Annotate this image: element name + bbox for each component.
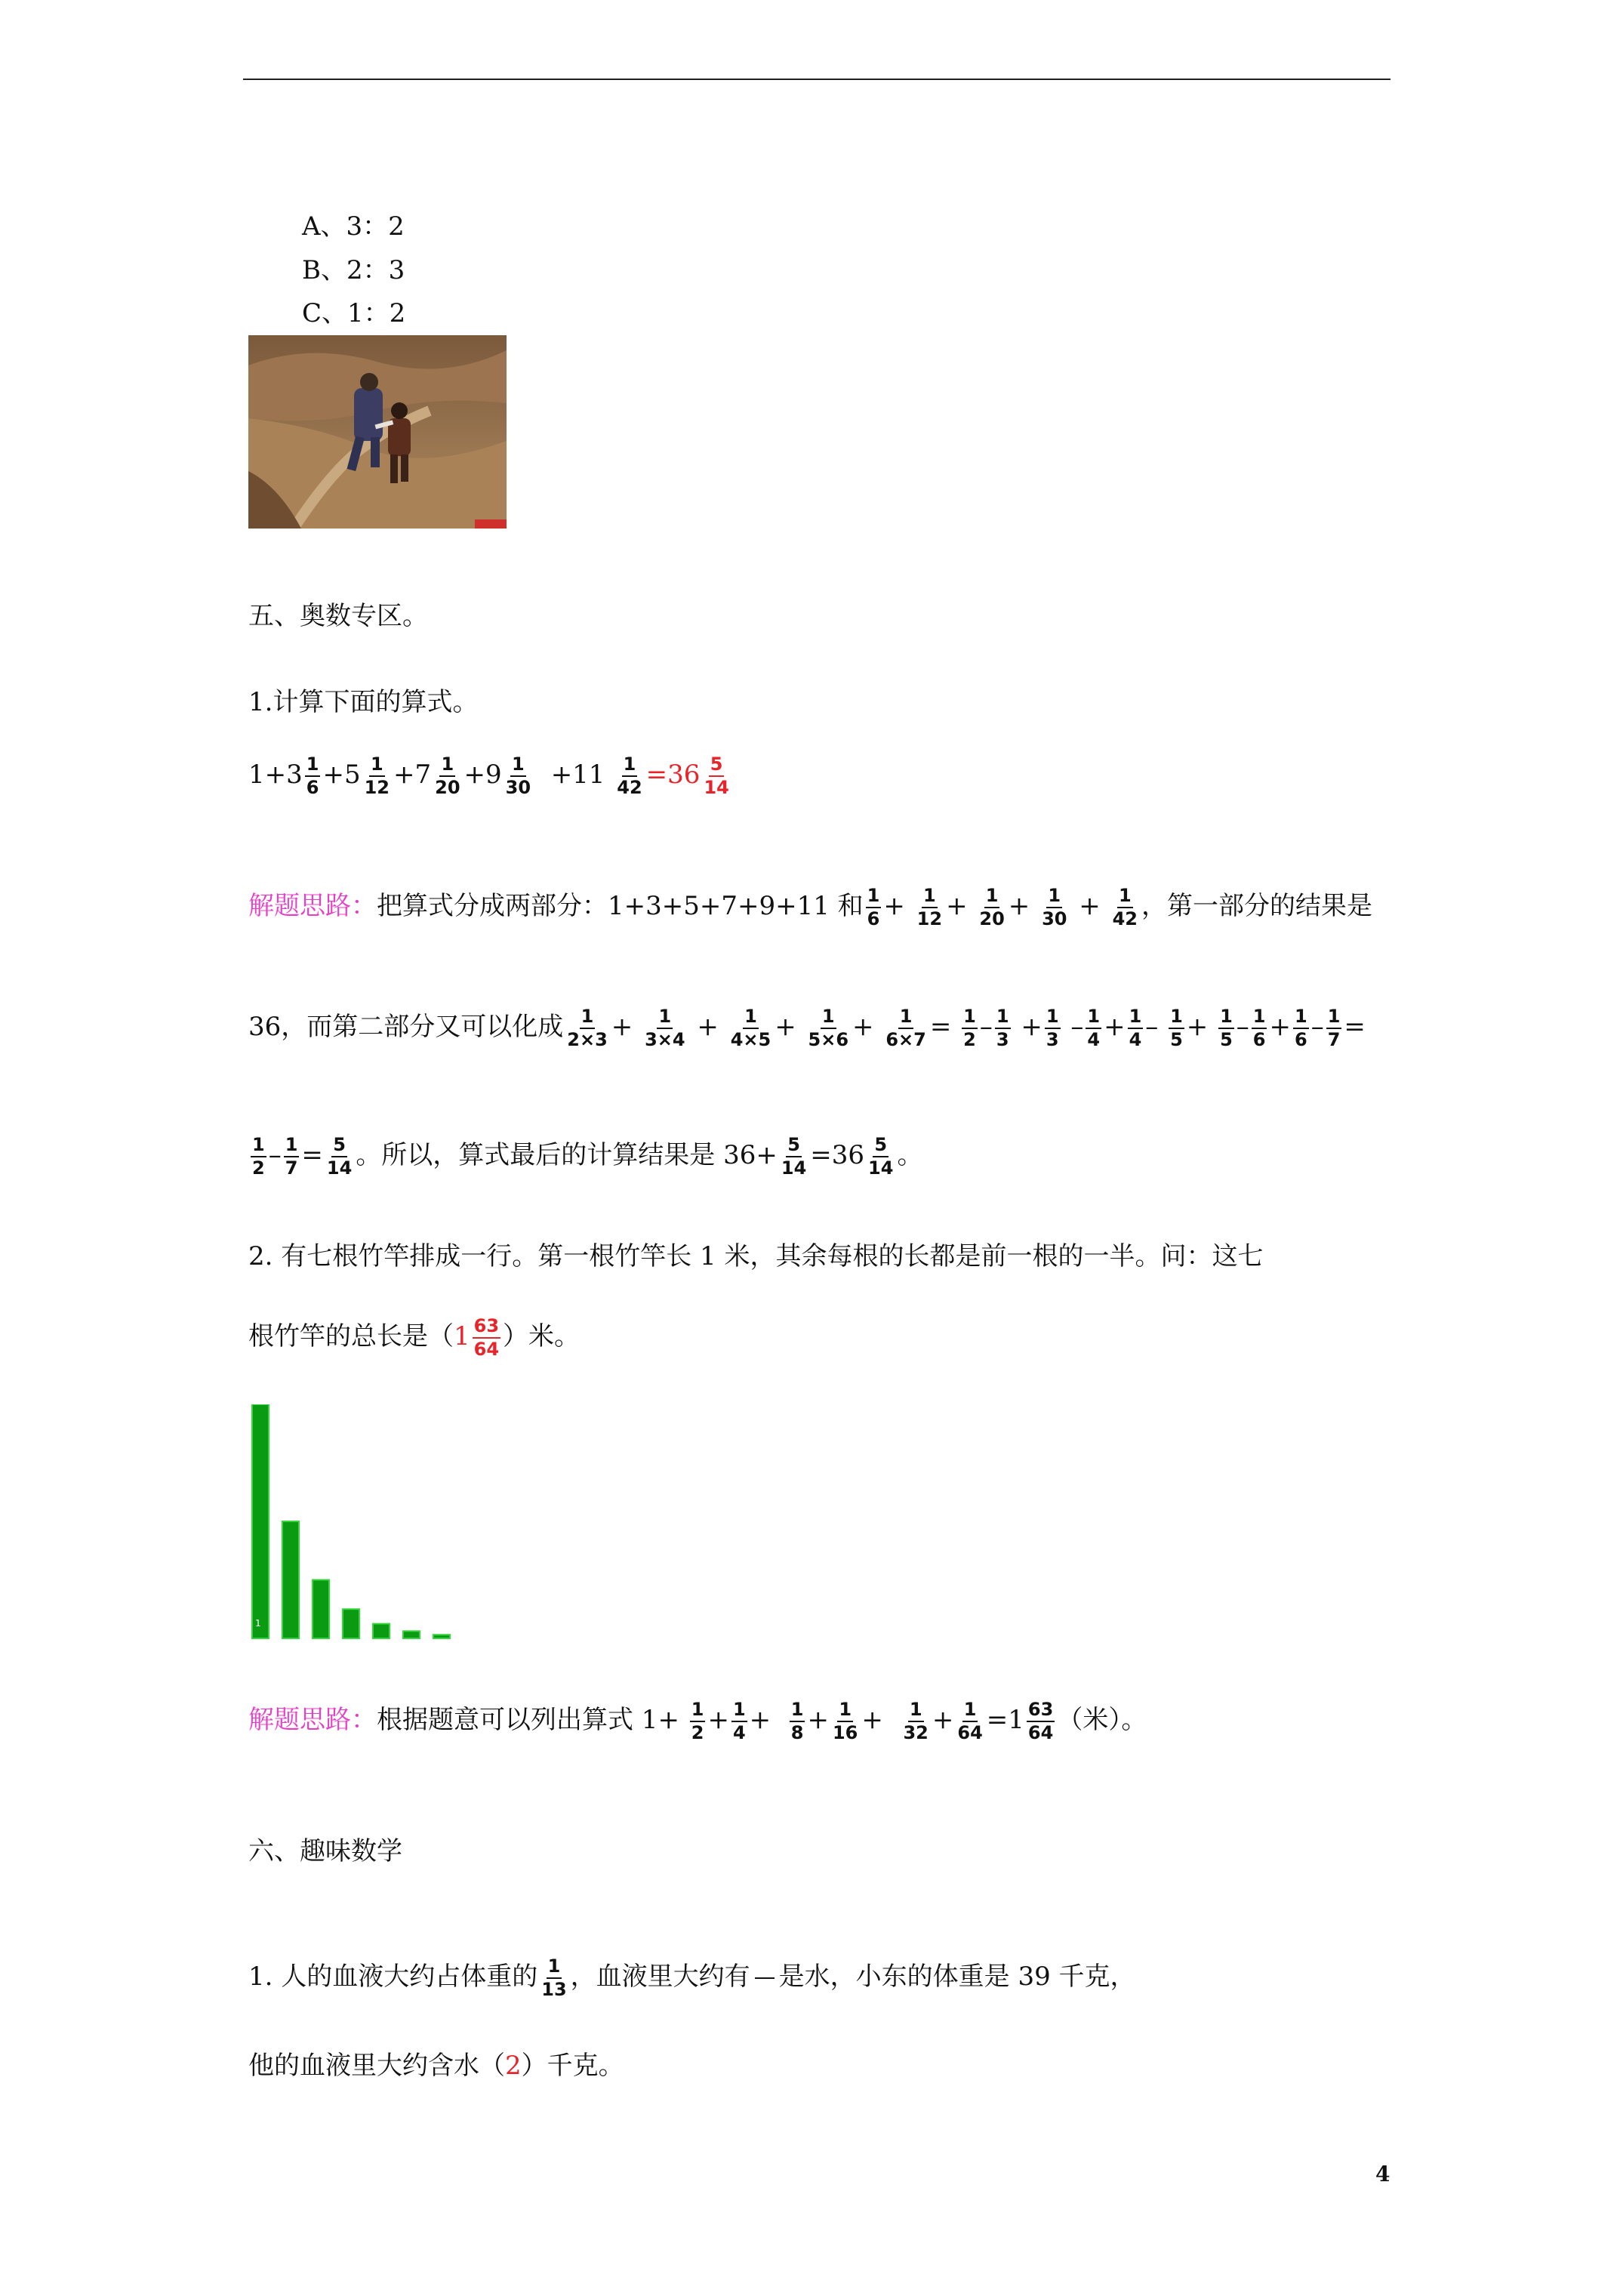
fraction: $\frac{1}{12}$ (364, 754, 390, 799)
q1-solution-line3: $\frac{1}{2}$ – $\frac{1}{7}$ = $\frac{5}{14}$ 。所以，算式最后的计算结果是 36+ $\frac{5}{14}$ =36 $\frac{5}{14}$ 。 (252, 1133, 923, 1179)
bar-5 (373, 1624, 390, 1638)
option-a: A、3：2 (302, 211, 405, 242)
section5-heading: 五、奥数专区。 (248, 601, 428, 631)
q1-solution-line1: 解题思路：把算式分成两部分：1+3+5+7+9+11 和 $\frac{1}{6}$ + $\frac{1}{12}$ + $\frac{1}{20}$ + $\frac{1}{30}$ + $\frac{1}{42}$ ，第一部分的结果是 (248, 884, 1372, 929)
q2-text-line2: 根竹竿的总长是（1 $\frac{63}{64}$ ）米。 (248, 1314, 581, 1360)
q2-answer: 1 (454, 1321, 470, 1351)
q2-solution: 解题思路：根据题意可以列出算式 1+ $\frac{1}{2}$ + $\frac{1}{4}$ + $\frac{1}{8}$ + $\frac{1}{16}$ + $\frac{1}{32}$ + $\frac{1}{64}$ =1 $\frac{63}{64}$ （米）。 (248, 1698, 1147, 1743)
q1-expression: 1+3 $\frac{1}{6}$ +5 $\frac{1}{12}$ +7 $\frac{1}{20}$ +9 $\frac{1}{30}$ +11 $\frac{1}{42}$ =36 $\frac{5}{14}$ (248, 754, 729, 799)
q2-text-line1: 2. 有七根竹竿排成一行。第一根竹竿长 1 米，其余每根的长都是前一根的一半。问：这七 (248, 1241, 1264, 1271)
section6-heading: 六、趣味数学 (248, 1836, 402, 1866)
hillside-photo (248, 335, 507, 529)
s6-q1-line2: 他的血液里大约含水（2）千克。 (248, 2051, 624, 2081)
page-number: 4 (1375, 2162, 1390, 2187)
bamboo-length-chart (249, 1404, 460, 1646)
solution-label: 解题思路： (248, 1705, 377, 1735)
fraction: $\frac{1}{20}$ (435, 754, 460, 799)
s6-q1-line1: 1. 人的血液大约占体重的 $\frac{1}{13}$ ，血液里大约有 是水，小东的体重是 39 千克， (248, 1955, 1136, 2000)
solution-label: 解题思路： (248, 891, 377, 921)
bar-7 (433, 1635, 450, 1638)
q1-solution-line2: 36，而第二部分又可以化成 $\frac{1}{2\times 3}$ + $\frac{1}{3\times 4}$ + $\frac{1}{4\times 5}$ + $\frac{1}{5\times 6}$ + $\frac{1}{6\times 7}$ = $\frac{1}{2}$ – $\frac{1}{3}$ + $\frac{1}{3}$ – $\frac{1}{4}$ + $\frac{1}{4}$ – $\frac{1}{5}$ + $\frac{1}{5}$ – $\frac{1}{6}$ + $\frac{1}{6}$ – $\frac{1}{7}$ = (248, 1005, 1366, 1050)
bar-2 (282, 1521, 299, 1638)
fraction: $\frac{1}{6}$ (306, 754, 319, 799)
q1-answer-fraction: $\frac{5}{14}$ (704, 754, 729, 799)
q2-answer-fraction: $\frac{63}{64}$ (473, 1314, 500, 1360)
option-b: B、2：3 (302, 255, 405, 285)
q1-answer: =36 (645, 760, 701, 791)
bar-label: 1 (255, 1618, 261, 1629)
bar-4 (343, 1609, 359, 1638)
q1-title: 1.计算下面的算式。 (248, 687, 479, 717)
fraction: $\frac{1}{42}$ (617, 754, 642, 799)
fraction: $\frac{1}{30}$ (505, 754, 531, 799)
bar-6 (403, 1631, 420, 1638)
option-c: C、1：2 (302, 298, 406, 328)
s6-q1-answer: 2 (505, 2051, 522, 2081)
bar-3 (313, 1580, 329, 1639)
header-rule (243, 79, 1390, 80)
bar-1 (252, 1404, 269, 1638)
